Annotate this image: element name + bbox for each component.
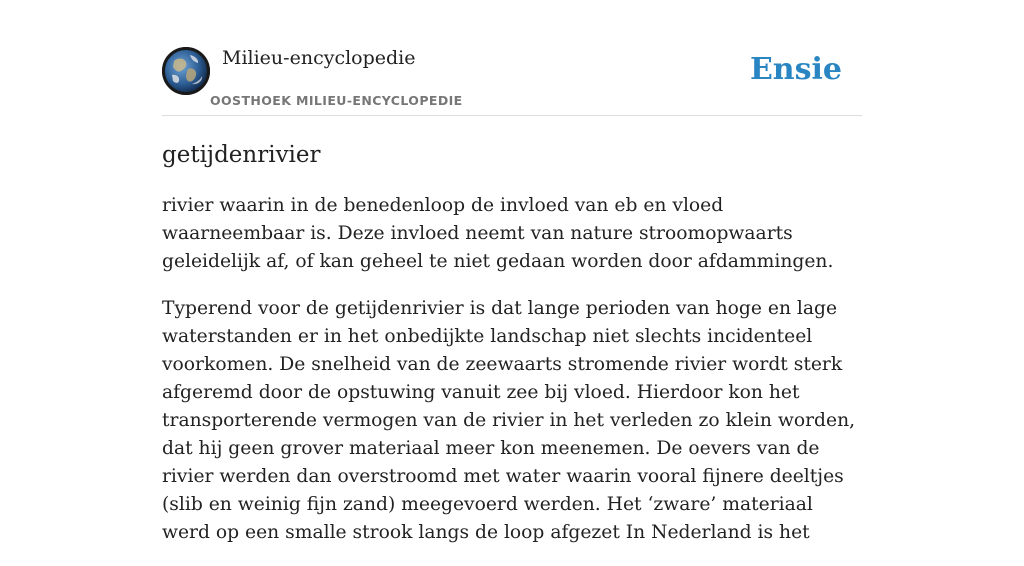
site-title[interactable]: Milieu-encyclopedie — [222, 47, 416, 69]
entry-paragraph: rivier waarin in de benedenloop de invloed van eb en vloed waarneembaar is. Deze invloed neemt van nature stroomopwaarts geleidelijk af, of kan geheel te niet gedaan worden door afdammingen. — [162, 195, 834, 272]
earth-globe-icon[interactable] — [162, 47, 210, 95]
ensie-logo-link[interactable]: Ensie — [749, 52, 842, 87]
page-title: getijdenrivier — [162, 142, 321, 168]
entry-paragraph: Typerend voor de getijdenrivier is dat lange perioden van hoge en lage waterstanden er in het onbedijkte landschap niet slechts incidenteel voorkomen. De snelheid van de zeewaarts stromende rivier wordt sterk afgeremd door de opstuwing vanuit zee bij vloed. Hierdoor kon het transporterende vermogen van de rivier in het verleden zo klein worden, dat hij geen grover materiaal meer kon meenemen. De oevers van de rivier werden dan overstroomd met water waarin vooral fijnere deeltjes (slib en weinig fijn zand) meegevoerd werden. Het ‘zware’ materiaal werd op een smalle strook langs de loop afgezet In Nederland is het — [162, 298, 856, 543]
site-subtitle[interactable]: OOSTHOEK MILIEU-ENCYCLOPEDIE — [210, 93, 463, 108]
site-header — [162, 45, 862, 116]
entry-content — [162, 192, 862, 566]
